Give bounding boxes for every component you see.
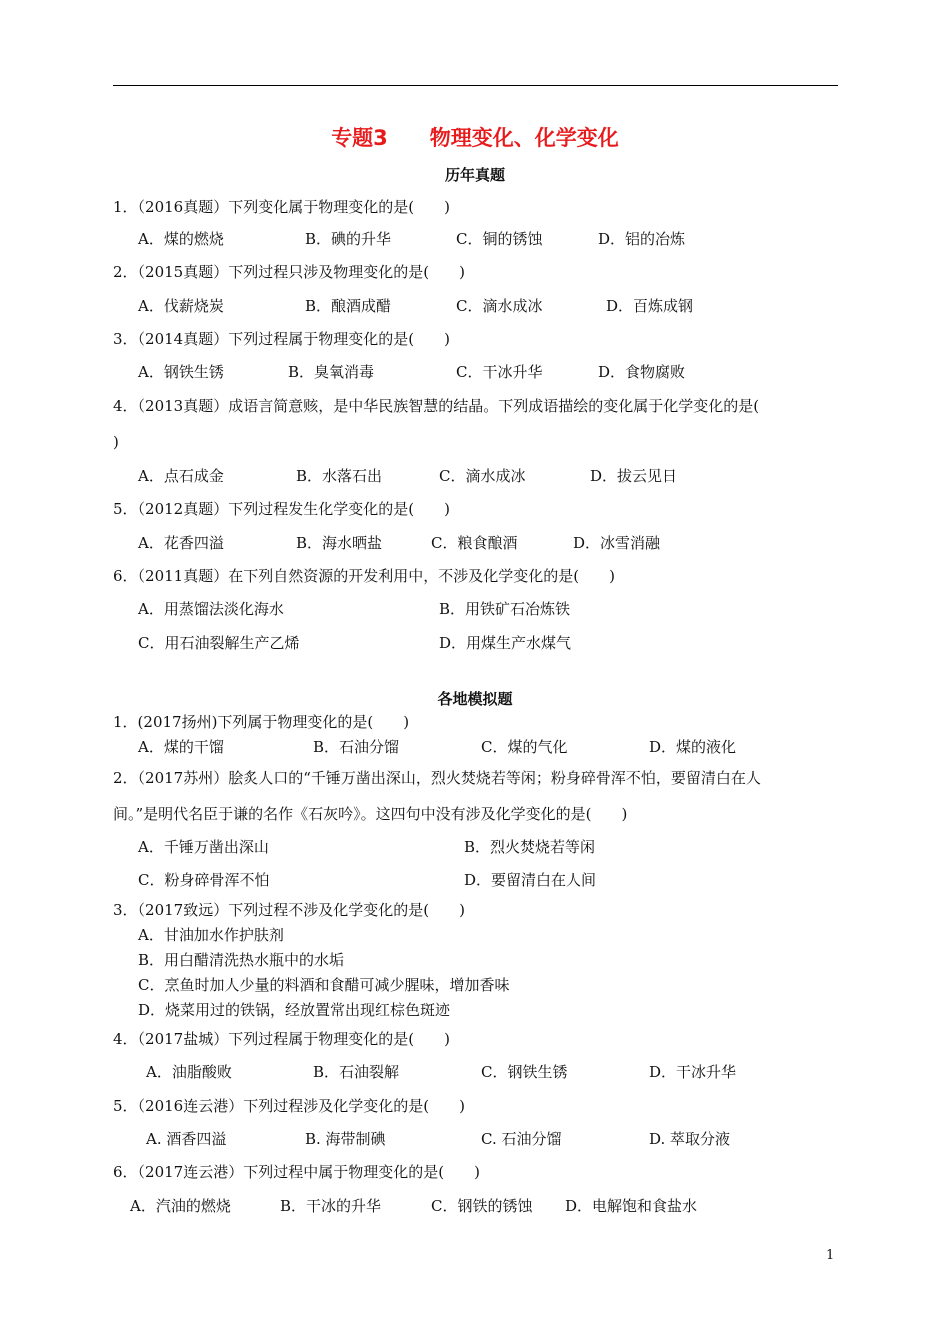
question-option: A．点石成金 xyxy=(138,467,224,485)
question-option: B．用白醋清洗热水瓶中的水垢 xyxy=(138,951,345,969)
question-option: A．用蒸馏法淡化海水 xyxy=(138,600,284,618)
question-option: B．海水晒盐 xyxy=(296,534,383,552)
question-stem: 4．（2017盐城）下列过程属于物理变化的是( ) xyxy=(113,1030,450,1048)
question-option: B．用铁矿石冶炼铁 xyxy=(439,600,571,618)
question-option: D．用煤生产水煤气 xyxy=(439,634,572,652)
question-stem-continued: 间。”是明代名臣于谦的名作《石灰吟》。这四句中没有涉及化学变化的是( ) xyxy=(113,805,628,823)
section-heading-mock: 各地模拟题 xyxy=(437,690,513,708)
question-option: D．拔云见日 xyxy=(590,467,678,485)
question-option: A．油脂酸败 xyxy=(146,1063,232,1081)
question-stem: 3．（2017致远）下列过程不涉及化学变化的是( ) xyxy=(113,901,465,919)
question-stem: 1．(2017扬州)下列属于物理变化的是( ) xyxy=(113,713,410,731)
question-option: D. 萃取分液 xyxy=(649,1130,731,1148)
question-option: D．冰雪消融 xyxy=(573,534,661,552)
question-option: B．干冰的升华 xyxy=(280,1197,382,1215)
question-option: D．干冰升华 xyxy=(649,1063,737,1081)
page-number: 1 xyxy=(826,1248,835,1263)
question-stem: 4．（2013真题）成语言简意赅，是中华民族智慧的结晶。下列成语描绘的变化属于化学变化的是( xyxy=(113,397,760,415)
question-option: B．石油裂解 xyxy=(313,1063,400,1081)
question-stem: 2．（2017苏州）脍炙人口的“千锤万凿出深山，烈火焚烧若等闲；粉身碎骨浑不怕，要留清白在人 xyxy=(113,769,761,787)
question-option: A．甘油加水作护肤剂 xyxy=(138,926,284,944)
question-option: A. 酒香四溢 xyxy=(146,1130,227,1148)
question-option: C．钢铁生锈 xyxy=(481,1063,568,1081)
question-option: B．酿酒成醋 xyxy=(305,297,392,315)
question-option: B．碘的升华 xyxy=(305,230,392,248)
question-stem: 3．（2014真题）下列过程属于物理变化的是( ) xyxy=(113,330,450,348)
question-option: C．粮食酿酒 xyxy=(431,534,518,552)
question-option: A．伐薪烧炭 xyxy=(138,297,224,315)
question-option: D．电解饱和食盐水 xyxy=(565,1197,698,1215)
question-option: A．千锤万凿出深山 xyxy=(138,838,269,856)
question-stem-continued: ) xyxy=(113,433,119,451)
question-option: D．百炼成钢 xyxy=(606,297,694,315)
question-option: C．粉身碎骨浑不怕 xyxy=(138,871,270,889)
question-option: A．煤的干馏 xyxy=(138,738,224,756)
question-option: C．滴水成冰 xyxy=(439,467,526,485)
question-option: C．烹鱼时加人少量的料酒和食醋可减少腥味，增加香味 xyxy=(138,976,510,994)
question-stem: 5．（2016连云港）下列过程涉及化学变化的是( ) xyxy=(113,1097,465,1115)
question-stem: 2．（2015真题）下列过程只涉及物理变化的是( ) xyxy=(113,263,465,281)
header-rule xyxy=(113,85,838,86)
question-option: D．烧菜用过的铁锅，经放置常出现红棕色斑迹 xyxy=(138,1001,451,1019)
question-option: C．滴水成冰 xyxy=(456,297,543,315)
question-option: A．汽油的燃烧 xyxy=(130,1197,231,1215)
question-option: D．要留清白在人间 xyxy=(464,871,597,889)
question-option: B. 海带制碘 xyxy=(305,1130,386,1148)
question-option: D．煤的液化 xyxy=(649,738,737,756)
question-option: C．钢铁的锈蚀 xyxy=(431,1197,533,1215)
question-option: D．铝的冶炼 xyxy=(598,230,686,248)
question-option: C．用石油裂解生产乙烯 xyxy=(138,634,300,652)
section-heading-past: 历年真题 xyxy=(444,166,505,184)
question-option: B．臭氧消毒 xyxy=(288,363,375,381)
page-title: 专题3 物理变化、化学变化 xyxy=(331,126,619,150)
question-option: C. 石油分馏 xyxy=(481,1130,562,1148)
question-stem: 6．（2011真题）在下列自然资源的开发利用中，不涉及化学变化的是( ) xyxy=(113,567,615,585)
question-option: C．铜的锈蚀 xyxy=(456,230,543,248)
question-stem: 1．（2016真题）下列变化属于物理变化的是( ) xyxy=(113,198,450,216)
question-option: A．煤的燃烧 xyxy=(138,230,224,248)
question-option: B．石油分馏 xyxy=(313,738,400,756)
question-option: B．烈火焚烧若等闲 xyxy=(464,838,596,856)
question-option: C．煤的气化 xyxy=(481,738,568,756)
question-option: A．花香四溢 xyxy=(138,534,224,552)
question-stem: 6．（2017连云港）下列过程中属于物理变化的是( ) xyxy=(113,1163,480,1181)
question-option: B．水落石出 xyxy=(296,467,383,485)
question-option: C．干冰升华 xyxy=(456,363,543,381)
question-stem: 5．（2012真题）下列过程发生化学变化的是( ) xyxy=(113,500,450,518)
question-option: A．钢铁生锈 xyxy=(138,363,224,381)
question-option: D．食物腐败 xyxy=(598,363,686,381)
